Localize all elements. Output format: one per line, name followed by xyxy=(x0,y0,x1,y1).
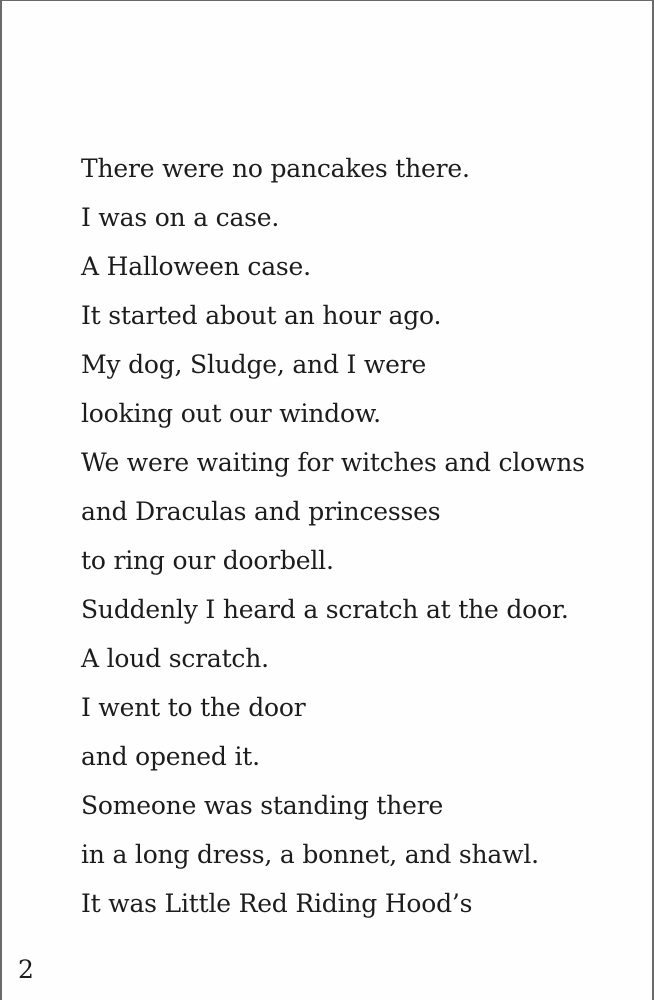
text-line: There were no pancakes there. xyxy=(81,154,470,183)
text-line: My dog, Sludge, and I were xyxy=(81,350,427,379)
text-line: looking out our window. xyxy=(81,399,381,428)
story-text xyxy=(81,144,585,928)
text-line: It started about an hour ago. xyxy=(81,301,442,330)
text-line: to ring our doorbell. xyxy=(81,546,334,575)
text-line: A Halloween case. xyxy=(81,252,311,281)
text-line: We were waiting for witches and clowns xyxy=(81,448,585,477)
text-line: and opened it. xyxy=(81,742,260,771)
text-line: A loud scratch. xyxy=(81,644,269,673)
text-line: I went to the door xyxy=(81,693,306,722)
text-line: Someone was standing there xyxy=(81,791,444,820)
text-line: in a long dress, a bonnet, and shawl. xyxy=(81,840,539,869)
text-line: I was on a case. xyxy=(81,203,280,232)
text-line: It was Little Red Riding Hood’s xyxy=(81,889,473,918)
text-line: Suddenly I heard a scratch at the door. xyxy=(81,595,569,624)
page-number: 2 xyxy=(18,955,34,984)
text-line: and Draculas and princesses xyxy=(81,497,441,526)
